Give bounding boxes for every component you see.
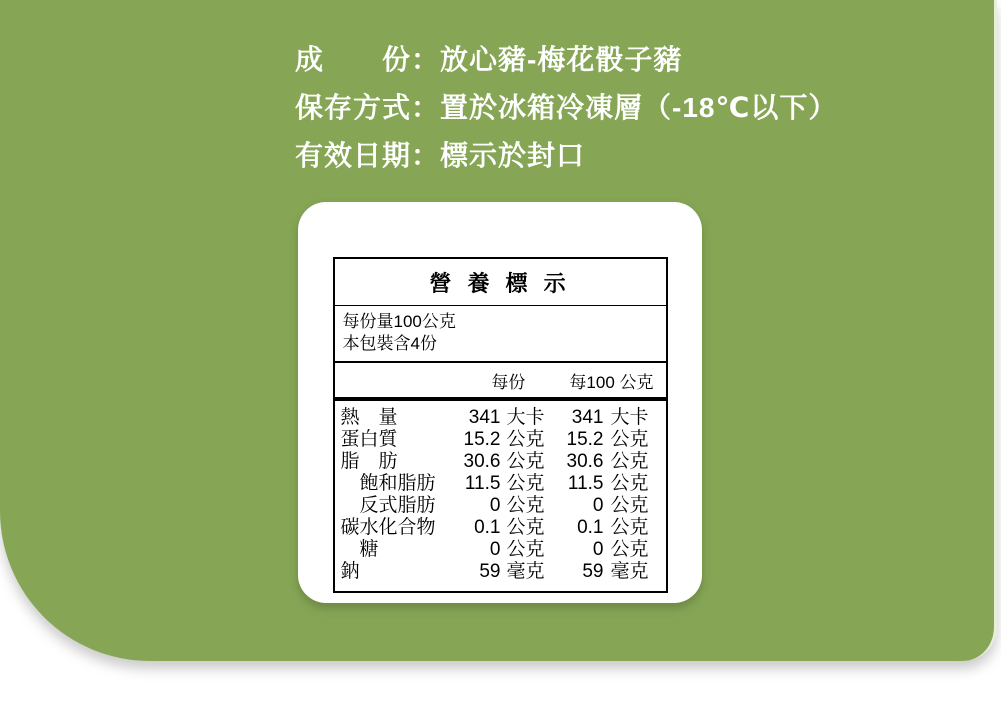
- value-per-100g: 11.5: [567, 473, 604, 494]
- unit-per-100g: 大卡: [610, 407, 649, 428]
- nutrient-name: 碳水化合物: [340, 517, 436, 538]
- nutrition-row: [341, 539, 650, 561]
- servings-per-pack-line: 本包裝含4份: [342, 334, 437, 353]
- value-per-100g: 0: [592, 495, 604, 516]
- nutrient-name: 糖: [359, 539, 379, 560]
- nutrition-row: [341, 473, 650, 495]
- ingredient-line: 成 份：放心豬-梅花骰子豬: [295, 44, 683, 75]
- nutrition-card: [298, 202, 702, 603]
- value-per-100g: 15.2: [566, 429, 604, 450]
- unit-per-100g: 公克: [610, 539, 649, 560]
- value-per-100g: 341: [571, 407, 604, 428]
- value-per-serving: 59: [479, 561, 501, 582]
- unit-per-serving: 公克: [506, 451, 545, 472]
- nutrient-name: 脂 肪: [340, 451, 398, 472]
- unit-per-100g: 公克: [610, 451, 649, 472]
- nutrient-name: 熱 量: [340, 407, 398, 428]
- unit-per-serving: 公克: [506, 429, 545, 450]
- nutrition-row: [341, 517, 650, 539]
- value-per-serving: 0: [489, 495, 501, 516]
- value-per-serving: 0: [489, 539, 501, 560]
- unit-per-100g: 毫克: [610, 561, 649, 582]
- unit-per-100g: 公克: [610, 429, 649, 450]
- value-per-serving: 341: [468, 407, 501, 428]
- serving-size-line: 每份量100公克: [342, 312, 456, 331]
- nutrition-row: [341, 495, 650, 517]
- nutrition-row: [341, 451, 650, 473]
- unit-per-serving: 公克: [506, 495, 545, 516]
- nutrition-rows: [335, 401, 666, 591]
- value-per-100g: 30.6: [566, 451, 604, 472]
- serving-info: [335, 306, 666, 363]
- unit-per-serving: 公克: [506, 473, 545, 494]
- value-per-100g: 59: [582, 561, 604, 582]
- value-per-100g: 0.1: [577, 517, 604, 538]
- unit-per-serving: 大卡: [506, 407, 545, 428]
- per-serving-header: 每份: [491, 373, 526, 392]
- nutrition-row: [341, 561, 650, 583]
- unit-per-serving: 公克: [506, 539, 545, 560]
- value-per-serving: 30.6: [463, 451, 501, 472]
- nutrient-name: 鈉: [340, 561, 360, 582]
- value-per-serving: 11.5: [464, 473, 501, 494]
- nutrition-table: [333, 257, 668, 593]
- unit-per-serving: 公克: [506, 517, 545, 538]
- unit-per-100g: 公克: [610, 517, 649, 538]
- product-info-text: [295, 36, 837, 180]
- storage-line: 保存方式：置於冰箱冷凍層（-18℃以下）: [295, 92, 838, 123]
- unit-per-serving: 毫克: [506, 561, 545, 582]
- column-header-row: [335, 363, 666, 397]
- value-per-serving: 0.1: [474, 517, 501, 538]
- nutrition-row: [341, 407, 650, 429]
- nutrient-name: 反式脂肪: [359, 495, 436, 516]
- value-per-100g: 0: [592, 539, 604, 560]
- nutrition-row: [341, 429, 650, 451]
- value-per-serving: 15.2: [463, 429, 501, 450]
- unit-per-100g: 公克: [610, 473, 649, 494]
- nutrient-name: 蛋白質: [340, 429, 398, 450]
- unit-per-100g: 公克: [610, 495, 649, 516]
- expiry-line: 有效日期：標示於封口: [295, 140, 586, 171]
- nutrition-title: 營 養 標 示: [335, 259, 666, 306]
- nutrient-name: 飽和脂肪: [359, 473, 436, 494]
- per-100g-header: 每100 公克: [569, 373, 654, 392]
